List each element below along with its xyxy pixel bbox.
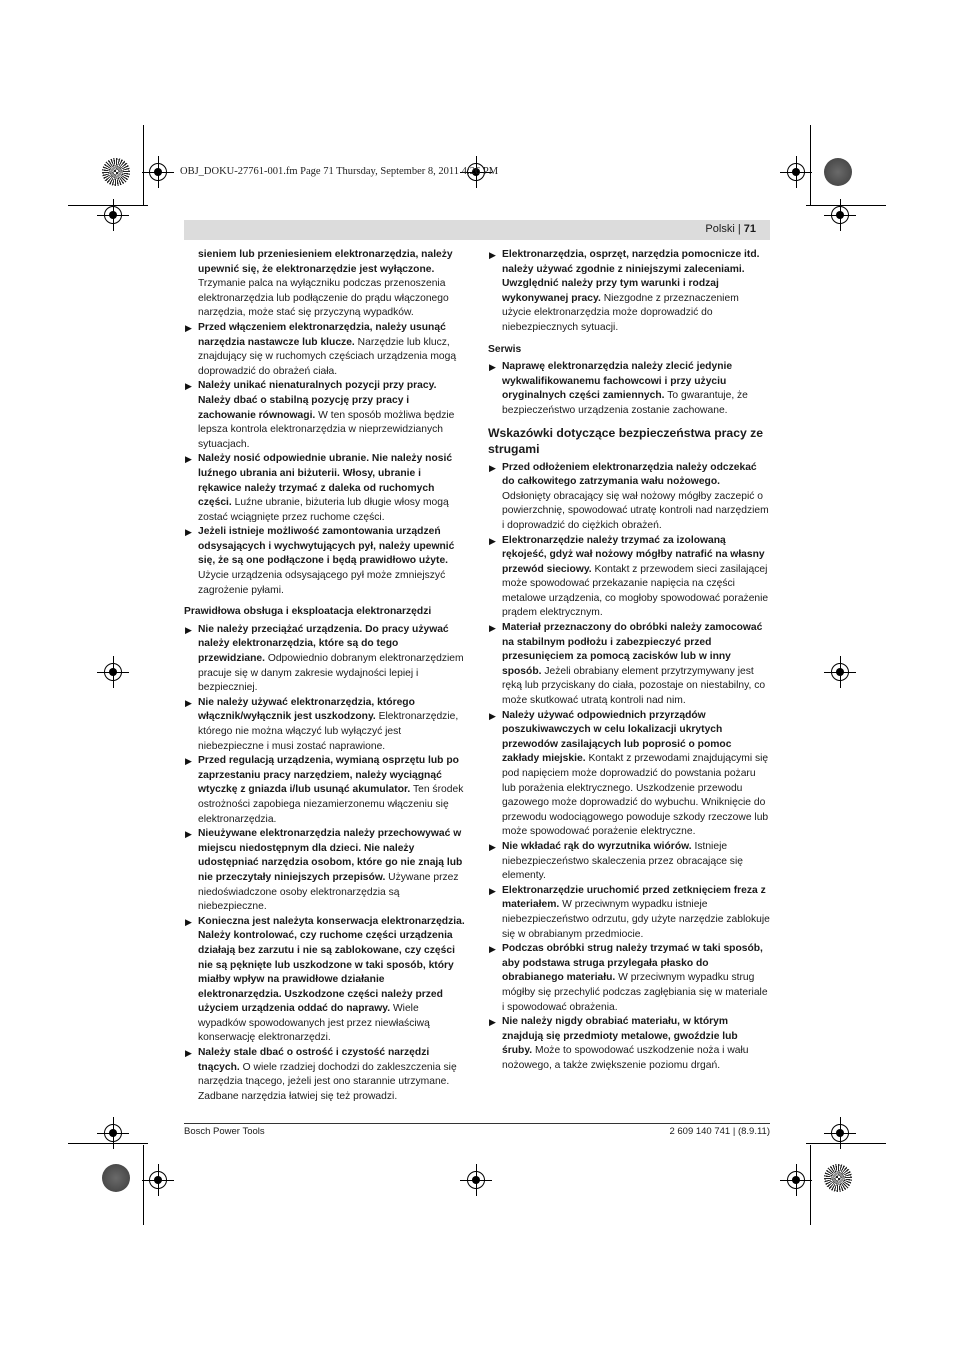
page-header	[705, 223, 756, 235]
crop-line	[476, 1164, 477, 1196]
list-item-bold: Należy używać odpowiednich przyrządów poszukiwawczych w celu lokalizacji ukrytych przewodów zasilających lub poprosić o pomoc zakłady miejskie.	[502, 709, 732, 765]
list-item-text: W przeciwnym wypadku istnieje niebezpieczeństwo odrzutu, gdy użyte narzędzie zablokuje się w obrabianym przedmiocie.	[502, 899, 770, 940]
list-item-text: W przeciwnym wypadku strug mógłby się przechylić podczas zagłębiania się w materiale i spowodować obrażenia.	[502, 972, 768, 1013]
list-item	[488, 534, 770, 622]
list-item-text: Odsłonięty obracający się wał nożowy mógłby zaczepić o powierzchnię, spowodować utratę kontroli nad narzędziem i doprowadzić do ciężkich obrażeń.	[502, 490, 769, 531]
right-list-2	[488, 360, 770, 418]
list-item	[488, 884, 770, 942]
right-list-3	[488, 461, 770, 1074]
list-item-bold: Przed włączeniem elektronarzędzia, należy usunąć narzędzia nastawcze lub klucze.	[198, 321, 446, 348]
list-item	[184, 915, 466, 1046]
list-item	[184, 696, 466, 754]
bullet-arrow-icon: ▶	[185, 527, 192, 538]
list-item-text: To gwarantuje, że bezpieczeństwo urządzenia zostanie zachowane.	[502, 390, 748, 416]
footer-doc-number: 2 609 140 741 | (8.9.11)	[669, 1126, 770, 1137]
list-item-bold: Nieużywane elektronarzędzia należy przechowywać w miejscu niedostępnym dla dzieci. Nie należy udostępniać narzędzia osobom, które go nie znają lub nie przeczytały niniejszych przepisów.	[198, 828, 463, 883]
crop-line	[796, 156, 797, 188]
list-item-bold: Konieczna jest należyta konserwacja elektronarzędzia. Należy kontrolować, czy ruchome części urządzenia działają bez zarzutu i nie są zablokowane, czy części nie są pęknięte lub uszkodzone w taki sposób, który miałby wpływ na prawidłowe działanie elektronarzędzia. Uszkodzone części należy przed użyciem urządzenia oddać do naprawy.	[198, 915, 465, 1015]
list-item	[488, 1015, 770, 1073]
footer-rule	[184, 1123, 770, 1124]
list-item-text: Luźne ubranie, biżuteria lub długie włosy mogą zostać wciągnięte przez ruchome części.	[198, 497, 449, 523]
list-item-bold: Przed odłożeniem elektronarzędzia należy odczekać do całkowitego zatrzymania wału nożowego.	[502, 461, 757, 488]
color-wheel-icon	[824, 158, 852, 186]
list-item	[184, 1046, 466, 1104]
list-item-bold: Nie należy nigdy obrabiać materiału, w którym znajdują się przedmioty metalowe, gwoździe lub śruby.	[502, 1016, 738, 1057]
crop-line	[113, 1117, 114, 1149]
bullet-arrow-icon: ▶	[185, 1048, 192, 1059]
crop-line	[810, 1145, 811, 1225]
bullet-arrow-icon: ▶	[185, 624, 192, 635]
list-item-bold: Należy stale dbać o ostrość i czystość narzędzi tnących.	[198, 1047, 430, 1073]
right-list-1	[488, 248, 770, 336]
bullet-arrow-icon: ▶	[489, 535, 496, 546]
bullet-arrow-icon: ▶	[185, 381, 192, 392]
list-item-text: Istnieje niebezpieczeństwo skaleczenia przez obracające się elementy.	[502, 840, 743, 882]
bullet-arrow-icon: ▶	[185, 322, 192, 333]
color-wheel-icon	[102, 158, 130, 186]
list-item-bold: Nie należy używać elektronarzędzia, którego włącznik/wyłącznik jest uszkodzony.	[198, 696, 415, 723]
list-item	[184, 827, 466, 915]
list-item	[184, 623, 466, 696]
list-item-bold: Elektronarzędzie należy trzymać za izolowaną rękojeść, gdyż wał nożowy mógłby natrafić na własny przewód sieciowy.	[502, 534, 765, 575]
list-item-bold: Nie należy przeciążać urządzenia. Do pracy używać należy elektronarzędzia, które są do tego przewidziane.	[198, 623, 449, 665]
bullet-arrow-icon: ▶	[489, 710, 496, 721]
left-list-1	[184, 321, 466, 598]
list-item-text: Elektronarzędzie, którego nie można włączyć lub wyłączyć jest niebezpieczne i musi zostać naprawione.	[198, 711, 459, 752]
list-item-text: Odpowiednio dobranym elektronarzędziem pracuje się w danym zakresie wydajności lepiej i bezpieczniej.	[198, 653, 464, 694]
list-item-text: Używane przez niedoświadczone osoby elektronarzędzia są niebezpieczne.	[198, 871, 459, 913]
list-item-bold: Podczas obróbki strug należy trzymać w taki sposób, aby podstawa struga przylegała płasko do obrabianego materiału.	[502, 943, 763, 984]
crop-line	[68, 205, 148, 206]
continued-item-bold: sieniem lub przeniesieniem elektronarzędzia, należy upewnić się, że elektronarzędzie jest wyłączone.	[198, 249, 453, 275]
left-column	[184, 248, 466, 1104]
bullet-arrow-icon: ▶	[185, 697, 192, 708]
list-item	[488, 360, 770, 418]
page-header-bar	[184, 220, 770, 240]
file-meta-line: OBJ_DOKU-27761-001.fm Page 71 Thursday, September 8, 2011 4:26 PM	[180, 166, 499, 177]
section-heading-planers: Wskazówki dotyczące bezpieczeństwa pracy ze strugami	[488, 425, 764, 456]
list-item-text: Kontakt z przewodem sieci zasilającej może spowodować przekazanie napięcia na części metalowe urządzenia, co mogłoby spowodować porażenie prądem elektrycznym.	[502, 563, 769, 619]
list-item	[488, 709, 770, 840]
crop-line	[113, 656, 114, 688]
color-wheel-icon	[102, 1164, 130, 1192]
list-item-text: Użycie urządzenia odsysającego pył może zmniejszyć zagrożenie pyłami.	[198, 570, 446, 596]
list-item-text: Niezgodne z przeznaczeniem użycie elektronarzędzia może doprowadzić do niebezpiecznych sytuacji.	[502, 292, 739, 333]
crop-line	[806, 205, 886, 206]
header-separator: |	[737, 223, 741, 235]
list-item-text: W ten sposób możliwa będzie lepsza kontrola elektronarzędzia w nieprzewidzianych sytuacjach.	[198, 409, 455, 450]
left-list-2	[184, 623, 466, 1105]
bullet-arrow-icon: ▶	[185, 916, 192, 927]
list-item-bold: Nie wkładać rąk do wyrzutnika wiórów.	[502, 840, 692, 852]
bullet-arrow-icon: ▶	[489, 623, 496, 634]
bullet-arrow-icon: ▶	[489, 885, 496, 896]
page-number: 71	[743, 223, 756, 235]
color-wheel-icon	[824, 1164, 852, 1192]
list-item	[488, 621, 770, 709]
list-item-text: Ten środek ostrożności zapobiega niezamierzonemu włączeniu się elektronarzędzia.	[198, 784, 464, 825]
list-item	[488, 248, 770, 336]
bullet-arrow-icon: ▶	[185, 756, 192, 767]
continued-item-text: Trzymanie palca na wyłączniku podczas przenoszenia elektronarzędzia lub podłączenie do prądu włączonego narzędzia, może stać się przyczyną wypadków.	[198, 278, 449, 319]
continued-item	[184, 248, 466, 321]
crop-line	[68, 1143, 148, 1144]
right-column	[488, 248, 770, 1073]
subheading-service: Serwis	[488, 343, 522, 355]
bullet-arrow-icon: ▶	[489, 1017, 496, 1028]
list-item-text: Wiele wypadków spowodowanych jest przez niewłaściwą konserwację elektronarzędzi.	[198, 1003, 430, 1044]
list-item	[184, 754, 466, 827]
list-item	[184, 321, 466, 379]
list-item	[184, 379, 466, 452]
list-item-bold: Jeżeli istnieje możliwość zamontowania urządzeń odsysających i wychwytujących pył, należy upewnić się, że są one podłączone i będą prawidłowo użyte.	[198, 526, 455, 567]
header-language: Polski	[705, 223, 735, 235]
list-item-bold: Przed regulacją urządzenia, wymianą osprzętu lub po zaprzestaniu pracy narzędziem, należy wyciągnąć wtyczkę z gniazda i/lub usunąć akumulator.	[198, 755, 459, 796]
subheading-operation: Prawidłowa obsługa i eksploatacja elektronarzędzi	[184, 606, 432, 618]
list-item	[184, 525, 466, 598]
list-item-bold: Elektronarzędzie uruchomić przed zetknięciem freza z materiałem.	[502, 884, 766, 911]
list-item	[488, 840, 770, 884]
list-item-text: Narzędzie lub klucz, znajdujący się w ruchomych częściach urządzenia mogą doprowadzić do obrażeń ciała.	[198, 336, 457, 377]
bullet-arrow-icon: ▶	[185, 829, 192, 840]
crop-line	[840, 199, 841, 231]
list-item-bold: Należy unikać nienaturalnych pozycji przy pracy. Należy dbać o stabilną pozycję przy pracy i zachowanie równowagi.	[198, 380, 437, 421]
crop-line	[158, 156, 159, 188]
list-item-bold: Naprawę elektronarzędzia należy zlecić jedynie wykwalifikowanemu fachowcowi i przy użyciu oryginalnych części zamiennych.	[502, 361, 733, 402]
crop-line	[810, 125, 811, 205]
bullet-arrow-icon: ▶	[489, 841, 496, 852]
bullet-arrow-icon: ▶	[185, 454, 192, 465]
list-item	[184, 452, 466, 525]
bullet-arrow-icon: ▶	[489, 362, 496, 373]
crop-line	[796, 1164, 797, 1196]
list-item-bold: Należy nosić odpowiednie ubranie. Nie należy nosić luźnego ubrania ani biżuterii. Włosy, ubranie i rękawice należy trzymać z daleka od ruchomych części.	[198, 453, 453, 509]
bullet-arrow-icon: ▶	[489, 944, 496, 955]
list-item-bold: Materiał przeznaczony do obróbki należy zamocować na stabilnym podłożu i zabezpieczyć przed przesunięciem za pomocą zacisków lub w inny sposób.	[502, 622, 763, 677]
bullet-arrow-icon: ▶	[489, 462, 496, 473]
list-item-text: O wiele rzadziej dochodzi do zakleszczenia się narzędzia tnącego, jeżeli jest ono starannie utrzymane. Zadbane narzędzia łatwiej się też prowadzi.	[198, 1061, 457, 1102]
crop-line	[840, 656, 841, 688]
crop-line	[143, 1145, 144, 1225]
bullet-arrow-icon: ▶	[489, 250, 496, 260]
crop-line	[113, 199, 114, 231]
footer-brand: Bosch Power Tools	[184, 1126, 265, 1137]
crop-line	[840, 1117, 841, 1149]
list-item-text: Kontakt z przewodami znajdującymi się pod napięciem może doprowadzić do powstania pożaru lub porażenia elektrycznego. Uszkodzenie przewodu gazowego może doprowadzić do wybuchu. Wniknięcie do przewodu wodociągowego powoduje szkody rzeczowe lub może spowodować porażenie elektryczne.	[502, 753, 769, 838]
list-item-bold: Elektronarzędzia, osprzęt, narzędzia pomocnicze itd. należy używać zgodnie z niniejszymi zaleceniami. Uwzględnić należy przy tym warunki i rodzaj wykonywanej pracy.	[502, 249, 760, 304]
list-item-text: Może to spowodować uszkodzenie noża i wału nożowego, a także zwiększenie poziomu drgań.	[502, 1045, 749, 1071]
list-item	[488, 461, 770, 534]
crop-line	[158, 1164, 159, 1196]
list-item-text: Jeżeli obrabiany element przytrzymywany jest ręką lub przyciskany do ciała, pozostaje on niestabilny, co może skutkować utratą kontroli nad nim.	[502, 665, 766, 707]
crop-line	[806, 1143, 886, 1144]
crop-line	[143, 125, 144, 205]
list-item	[488, 942, 770, 1015]
